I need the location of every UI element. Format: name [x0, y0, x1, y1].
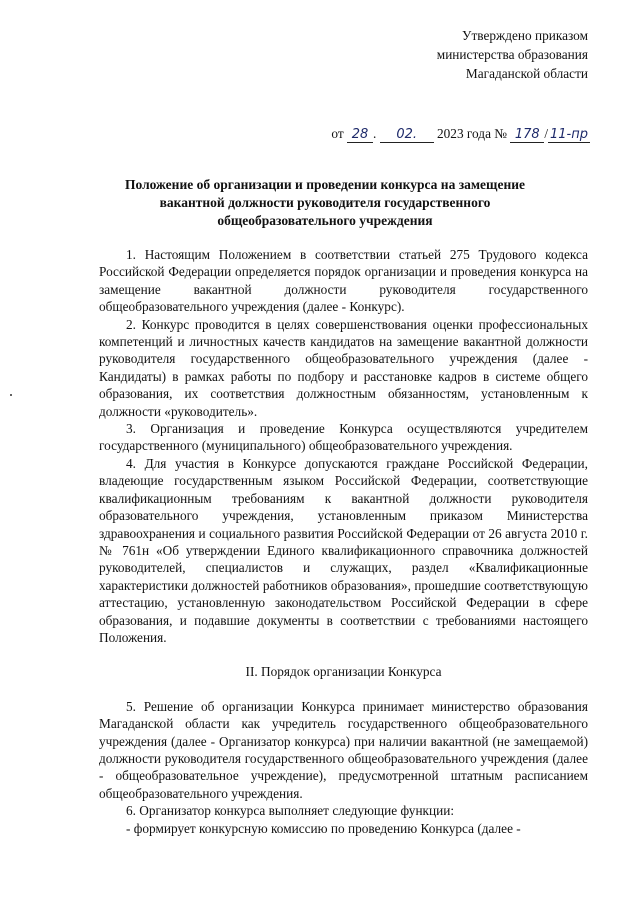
order-year-text: 2023 года № [437, 126, 507, 141]
paragraph-3: 3. Организация и проведение Конкурса осуществляются учредителем государственного (муниципального) общеобразовательного учреждения. [99, 421, 588, 454]
paragraph-7: - формирует конкурсную комиссию по проведению Конкурса (далее - [126, 820, 521, 836]
document-title: Положение об организации и проведении конкурса на замещение вакантной должности руководителя государственного общеобразовательного учреждения [125, 177, 525, 228]
approval-line: Утверждено приказом [462, 28, 588, 43]
order-day-handwritten: 28 [347, 128, 373, 143]
approval-line: Магаданской области [465, 66, 588, 81]
order-reference [331, 124, 590, 143]
order-number-handwritten: 178 [510, 128, 544, 143]
section-heading: II. Порядок организации Конкурса [245, 664, 442, 680]
order-month-handwritten: 02. [380, 128, 434, 143]
paragraph-5: 5. Решение об организации Конкурса принимает министерство образования Магаданской области как учредитель государственного общеобразовательного учреждения (далее - Организатор конкурса) при наличии вакантной (не замещаемой) должности руководителя государственного общеобразовательного учреждения (далее - общеобразовательное учреждение), предусмотренной штатным расписанием общеобразовательного учреждения. [99, 698, 588, 801]
order-prefix: от [331, 126, 344, 141]
paragraph-6: 6. Организатор конкурса выполняет следующие функции: [126, 803, 455, 819]
order-number-separator: / [544, 126, 549, 141]
paragraph-1: 1. Настоящим Положением в соответствии статьей 275 Трудового кодекса Российской Федерации определяется порядок организации и проведения конкурса на замещение вакантной должности руководителя государственного общеобразовательного учреждения (далее - Конкурс). [99, 247, 588, 315]
order-suffix-handwritten: 11-пр [550, 127, 588, 142]
order-date-separator: . [373, 126, 377, 141]
approval-stamp-block [437, 26, 588, 83]
approval-line: министерства образования [436, 47, 588, 62]
paragraph-2: 2. Конкурс проводится в целях совершенствования оценки профессиональных компетенций и личностных качеств кандидатов на замещение вакантной должности руководителя государственного общеобразовательного учреждения (далее - Кандидаты) в рамках работы по подбору и расстановке кадров в системе общего образования, их соответствия должностным обязанностям, установленным к должности «руководитель». [99, 316, 588, 419]
paragraph-4: 4. Для участия в Конкурсе допускаются граждане Российской Федерации, владеющие государственным языком Российской Федерации, соответствующие квалификационным требованиям к вакантной должности руководителя образовательного учреждения, установленным приказом Министерства здравоохранения и социального развития Российской Федерации от 26 августа 2010 г. № 761н «Об утверждении Единого квалификационного справочника должностей руководителей, специалистов и служащих, раздел «Квалификационные характеристики должностей работников образования», прошедшие соответствующую аттестацию, установленную законодательством Российской Федерации в сфере образования, и подавшие документы в соответствии с требованиями настоящего Положения. [99, 455, 588, 645]
scan-artifact-dot [10, 394, 12, 396]
document-body [99, 246, 588, 837]
